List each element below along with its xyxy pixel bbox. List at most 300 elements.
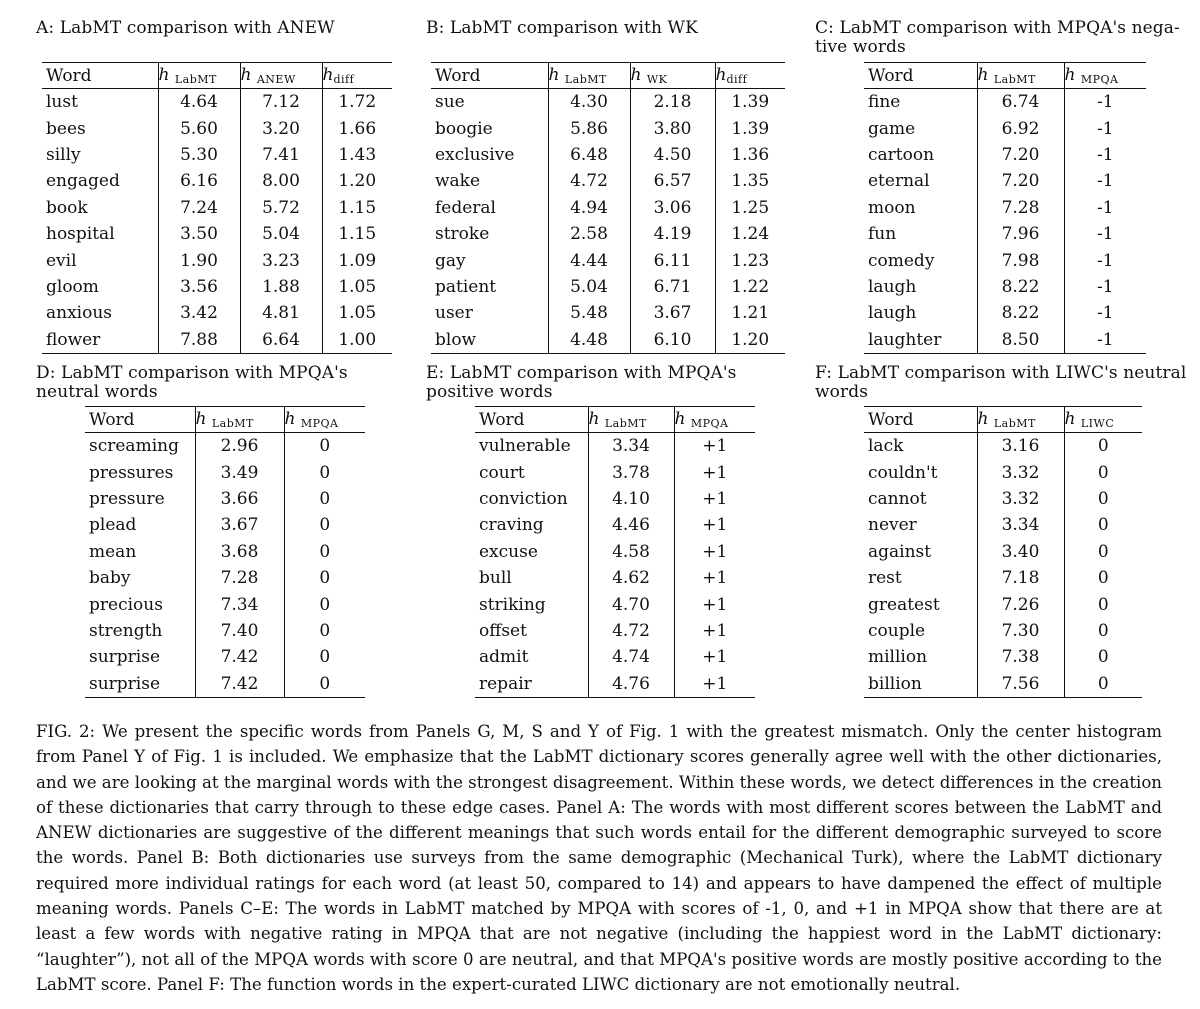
word-cell: admit [479,647,529,668]
word-cell: mean [89,541,137,562]
table-row [42,115,392,141]
score-cell: 1.66 [322,115,392,141]
col-labmt-header: h $_{LabMT}$ [977,63,1064,89]
score-cell: 1.00 [322,327,392,354]
score-cell: 3.49 [195,459,284,485]
table-row [85,512,365,538]
table-row [85,459,365,485]
col-labmt-header: h $_{LabMT}$ [588,407,674,433]
col-labmt-header: h $_{LabMT}$ [977,407,1064,433]
score-cell: 7.20 [977,142,1064,168]
table-header-row [864,63,1146,89]
score-cell: +1 [674,512,755,538]
table-row [42,300,392,326]
word-cell: lack [868,436,904,457]
score-cell: 1.25 [715,195,785,221]
word-cell: engaged [46,171,120,192]
score-cell: 1.35 [715,168,785,194]
table-row [85,565,365,591]
score-cell: 7.34 [195,591,284,617]
word-cell: surprise [89,647,161,668]
word-cell: laughter [864,327,977,354]
score-cell: +1 [674,618,755,644]
score-cell: 1.15 [322,195,392,221]
table-row [864,142,1146,168]
panel-f-body [864,433,1142,698]
score-cell: 1.05 [322,300,392,326]
score-cell: 1.15 [322,221,392,247]
table-row [475,591,755,617]
col-liwc-header: h $_{LIWC}$ [1064,407,1142,433]
score-cell: 7.30 [977,618,1064,644]
table-row [42,221,392,247]
word-cell: surprise [85,671,195,698]
score-cell: 3.20 [240,115,322,141]
score-cell: 1.90 [158,247,240,273]
table-row [864,115,1146,141]
table-row [864,221,1146,247]
table-row [864,195,1146,221]
panel-f-title: F: LabMT comparison with LIWC's neutral words [815,363,1187,402]
score-cell: -1 [1064,115,1146,141]
score-cell: 8.50 [977,327,1064,354]
score-cell: 0 [284,565,365,591]
word-cell: stroke [435,224,490,245]
table-row [864,168,1146,194]
score-cell: 4.94 [548,195,630,221]
score-cell: 7.42 [195,644,284,670]
table-row [864,591,1142,617]
table-header-row [431,63,785,89]
score-cell: 6.10 [630,327,715,354]
score-cell: 0 [284,512,365,538]
table-row [431,327,785,354]
score-cell: 7.28 [195,565,284,591]
score-cell: +1 [674,433,755,460]
score-cell: 1.36 [715,142,785,168]
score-cell: 3.42 [158,300,240,326]
score-cell: 7.88 [158,327,240,354]
score-cell: 1.23 [715,247,785,273]
table-header-row [864,407,1142,433]
score-cell: +1 [674,591,755,617]
score-cell: 6.16 [158,168,240,194]
score-cell: 5.30 [158,142,240,168]
panel-c-body [864,89,1146,354]
table-row [864,512,1142,538]
word-cell: moon [868,197,916,218]
table-row [42,327,392,354]
table-row [475,618,755,644]
panel-c-title: C: LabMT comparison with MPQA's nega-tive words [815,18,1180,57]
score-cell: 0 [284,486,365,512]
table-row [475,459,755,485]
score-cell: 0 [284,671,365,698]
table-row [431,247,785,273]
score-cell: 0 [1064,433,1142,460]
word-cell: repair [475,671,588,698]
score-cell: 7.98 [977,247,1064,273]
score-cell: 7.26 [977,591,1064,617]
score-cell: 8.22 [977,300,1064,326]
col-mpqa-header: h $_{MPQA}$ [284,407,365,433]
table-row [864,486,1142,512]
score-cell: 0 [1064,512,1142,538]
word-cell: evil [46,250,77,271]
score-cell: 5.86 [548,115,630,141]
word-cell: rest [868,568,902,589]
score-cell: 1.24 [715,221,785,247]
table-row [475,512,755,538]
score-cell: 6.11 [630,247,715,273]
panel-a-body [42,89,392,354]
score-cell: -1 [1064,168,1146,194]
score-cell: 1.20 [715,327,785,354]
panel-d-title: D: LabMT comparison with MPQA's neutral words [36,363,348,402]
score-cell: 4.10 [588,486,674,512]
score-cell: +1 [674,539,755,565]
score-cell: 6.71 [630,274,715,300]
word-cell: eternal [868,171,930,192]
word-cell: plead [89,515,137,536]
score-cell: 2.58 [548,221,630,247]
score-cell: 4.44 [548,247,630,273]
word-cell: against [868,541,932,562]
table-row [42,274,392,300]
score-cell: 3.32 [977,459,1064,485]
score-cell: 0 [284,433,365,460]
col-diff-header: $h_{diff}$ [715,63,785,89]
panel-e-table [475,406,755,698]
table-row [85,644,365,670]
word-cell: screaming [89,436,179,457]
score-cell: 5.60 [158,115,240,141]
score-cell: 4.58 [588,539,674,565]
score-cell: 4.72 [588,618,674,644]
score-cell: 1.09 [322,247,392,273]
score-cell: 4.81 [240,300,322,326]
score-cell: 1.72 [322,89,392,116]
score-cell: 8.00 [240,168,322,194]
word-cell: fun [868,224,897,245]
score-cell: 4.64 [158,89,240,116]
table-row [864,327,1146,354]
word-cell: laugh [868,276,917,297]
table-row [864,300,1146,326]
score-cell: -1 [1064,274,1146,300]
word-cell: million [868,647,928,668]
score-cell: 1.43 [322,142,392,168]
score-cell: 0 [1064,591,1142,617]
word-cell: bees [46,118,86,139]
score-cell: 4.30 [548,89,630,116]
score-cell: 7.42 [195,671,284,698]
score-cell: 0 [284,644,365,670]
score-cell: 5.04 [548,274,630,300]
col-word-header: Word [475,407,588,433]
word-cell: offset [479,620,527,641]
word-cell: gloom [46,276,99,297]
score-cell: 3.78 [588,459,674,485]
col-word-header: Word [864,407,977,433]
word-cell: conviction [479,488,568,509]
table-row [42,168,392,194]
score-cell: 1.39 [715,115,785,141]
score-cell: -1 [1064,221,1146,247]
score-cell: 0 [284,539,365,565]
panel-a-title: A: LabMT comparison with ANEW [36,18,335,38]
table-row [431,115,785,141]
score-cell: 4.62 [588,565,674,591]
col-labmt-header: h $_{LabMT}$ [158,63,240,89]
word-cell: fine [868,92,901,113]
col-labmt-header: h $_{LabMT}$ [195,407,284,433]
word-cell: federal [435,197,496,218]
table-header-row [85,407,365,433]
table-row [475,644,755,670]
col-word-header: Word [85,407,195,433]
table-row [85,591,365,617]
score-cell: -1 [1064,89,1146,116]
word-cell: gay [435,250,466,271]
word-cell: game [868,118,916,139]
table-row [864,89,1146,116]
panel-e-body [475,433,755,698]
table-row [431,142,785,168]
score-cell: 4.48 [548,327,630,354]
panel-a-table [42,62,392,354]
word-cell: pressures [89,462,174,483]
col-mpqa-header: h $_{MPQA}$ [1064,63,1146,89]
word-cell: strength [89,620,163,641]
score-cell: 7.40 [195,618,284,644]
table-row [85,539,365,565]
score-cell: 4.70 [588,591,674,617]
table-row [475,539,755,565]
table-row [864,618,1142,644]
score-cell: 1.39 [715,89,785,116]
table-header-row [475,407,755,433]
score-cell: 8.22 [977,274,1064,300]
table-row [85,671,365,698]
word-cell: anxious [46,303,113,324]
score-cell: 6.92 [977,115,1064,141]
score-cell: 1.20 [322,168,392,194]
table-row [475,486,755,512]
score-cell: 5.72 [240,195,322,221]
table-row [864,433,1142,460]
score-cell: 2.96 [195,433,284,460]
score-cell: 3.32 [977,486,1064,512]
word-cell: comedy [868,250,935,271]
score-cell: 3.40 [977,539,1064,565]
score-cell: 7.18 [977,565,1064,591]
score-cell: 7.28 [977,195,1064,221]
score-cell: 1.05 [322,274,392,300]
score-cell: +1 [674,565,755,591]
score-cell: 1.21 [715,300,785,326]
word-cell: baby [89,568,131,589]
score-cell: +1 [674,459,755,485]
score-cell: 2.18 [630,89,715,116]
word-cell: vulnerable [479,436,571,457]
score-cell: 3.67 [630,300,715,326]
table-row [864,459,1142,485]
word-cell: sue [435,92,465,113]
score-cell: +1 [674,671,755,698]
score-cell: -1 [1064,247,1146,273]
col-word-header: Word [42,63,158,89]
score-cell: 6.57 [630,168,715,194]
panel-c-table [864,62,1146,354]
word-cell: exclusive [435,144,515,165]
table-row [85,486,365,512]
word-cell: never [868,515,917,536]
score-cell: 1.88 [240,274,322,300]
score-cell: 0 [1064,671,1142,698]
score-cell: 3.66 [195,486,284,512]
panel-b-table [431,62,785,354]
col-word-header: Word [864,63,977,89]
score-cell: 7.12 [240,89,322,116]
score-cell: 3.56 [158,274,240,300]
score-cell: 3.68 [195,539,284,565]
panel-b-body [431,89,785,354]
score-cell: 7.41 [240,142,322,168]
table-row [85,618,365,644]
score-cell: 3.34 [977,512,1064,538]
col-word-header: Word [431,63,548,89]
word-cell: boogie [435,118,493,139]
word-cell: patient [435,276,497,297]
score-cell: 6.64 [240,327,322,354]
score-cell: 3.23 [240,247,322,273]
word-cell: bull [479,568,512,589]
table-row [42,195,392,221]
word-cell: striking [479,594,546,615]
table-row [42,142,392,168]
score-cell: 7.20 [977,168,1064,194]
word-cell: greatest [868,594,940,615]
word-cell: silly [46,144,81,165]
score-cell: 4.19 [630,221,715,247]
score-cell: -1 [1064,327,1146,354]
table-row [431,195,785,221]
score-cell: 4.74 [588,644,674,670]
table-row [431,89,785,116]
panel-d-body [85,433,365,698]
word-cell: laugh [868,303,917,324]
word-cell: wake [435,171,481,192]
score-cell: 3.34 [588,433,674,460]
table-row [864,565,1142,591]
panel-e-title: E: LabMT comparison with MPQA's positive words [426,363,737,402]
figure-caption: FIG. 2: We present the specific words from Panels G, M, S and Y of Fig. 1 with the greatest mismatch. Only the center histogram from Panel Y of Fig. 1 is included. We emphasize that the LabMT dictionary scores generally agree well with the other dictionaries, and we are looking at the marginal words with the strongest disagreement. Within these words, we detect differences in the creation of these dictionaries that carry through to these edge cases. Panel A: The words with most different scores between the LabMT and ANEW dictionaries are suggestive of the different meanings that such words entail for the different demographic surveyed to score the words. Panel B: Both dictionaries use surveys from the same demographic (Mechanical Turk), where the LabMT dictionary required more individual ratings for each word (at least 50, compared to 14) and appears to have dampened the effect of multiple meaning words. Panels C–E: The words in LabMT matched by MPQA with scores of -1, 0, and +1 in MPQA show that there are at least a few words with negative rating in MPQA that are not negative (including the happiest word in the LabMT dictionary: “laughter”), not all of the MPQA words with score 0 are neutral, and that MPQA's positive words are mostly positive according to the LabMT score. Panel F: The function words in the expert-curated LIWC dictionary are not emotionally neutral. [36,722,1162,994]
score-cell: 0 [1064,565,1142,591]
col-mpqa-header: h $_{MPQA}$ [674,407,755,433]
score-cell: 3.06 [630,195,715,221]
score-cell: 4.76 [588,671,674,698]
col-anew-header: h $_{ANEW}$ [240,63,322,89]
table-row [864,671,1142,698]
score-cell: 0 [284,591,365,617]
word-cell: user [435,303,473,324]
table-row [475,671,755,698]
word-cell: couldn't [868,462,938,483]
col-labmt-header: h $_{LabMT}$ [548,63,630,89]
word-cell: craving [479,515,544,536]
table-row [864,539,1142,565]
word-cell: flower [42,327,158,354]
table-row [431,274,785,300]
score-cell: 4.46 [588,512,674,538]
word-cell: hospital [46,224,115,245]
table-row [864,644,1142,670]
score-cell: 6.48 [548,142,630,168]
table-row [431,300,785,326]
score-cell: 5.04 [240,221,322,247]
score-cell: 6.74 [977,89,1064,116]
score-cell: 0 [284,459,365,485]
word-cell: book [46,197,88,218]
panel-b-title: B: LabMT comparison with WK [426,18,698,38]
score-cell: 0 [1064,618,1142,644]
table-row [431,221,785,247]
word-cell: cartoon [868,144,935,165]
table-row [864,274,1146,300]
score-cell: -1 [1064,300,1146,326]
word-cell: blow [431,327,548,354]
word-cell: court [479,462,525,483]
word-cell: excuse [479,541,538,562]
score-cell: +1 [674,486,755,512]
word-cell: couple [868,620,926,641]
score-cell: 0 [284,618,365,644]
word-cell: lust [46,92,78,113]
col-wk-header: h $_{WK}$ [630,63,715,89]
table-row [42,89,392,116]
score-cell: 3.16 [977,433,1064,460]
score-cell: -1 [1064,195,1146,221]
score-cell: 5.48 [548,300,630,326]
table-header-row [42,63,392,89]
score-cell: 3.50 [158,221,240,247]
score-cell: 7.38 [977,644,1064,670]
score-cell: 3.67 [195,512,284,538]
panel-f-table [864,406,1142,698]
score-cell: 7.56 [977,671,1064,698]
word-cell: billion [864,671,977,698]
score-cell: 0 [1064,486,1142,512]
table-row [475,565,755,591]
col-diff-header: $h_{diff}$ [322,63,392,89]
score-cell: 4.72 [548,168,630,194]
table-row [431,168,785,194]
score-cell: 7.24 [158,195,240,221]
word-cell: pressure [89,488,165,509]
table-row [42,247,392,273]
score-cell: 0 [1064,539,1142,565]
word-cell: cannot [868,488,927,509]
score-cell: 3.80 [630,115,715,141]
word-cell: precious [89,594,163,615]
panel-d-table [85,406,365,698]
table-row [475,433,755,460]
table-row [864,247,1146,273]
table-row [85,433,365,460]
score-cell: 7.96 [977,221,1064,247]
score-cell: 4.50 [630,142,715,168]
